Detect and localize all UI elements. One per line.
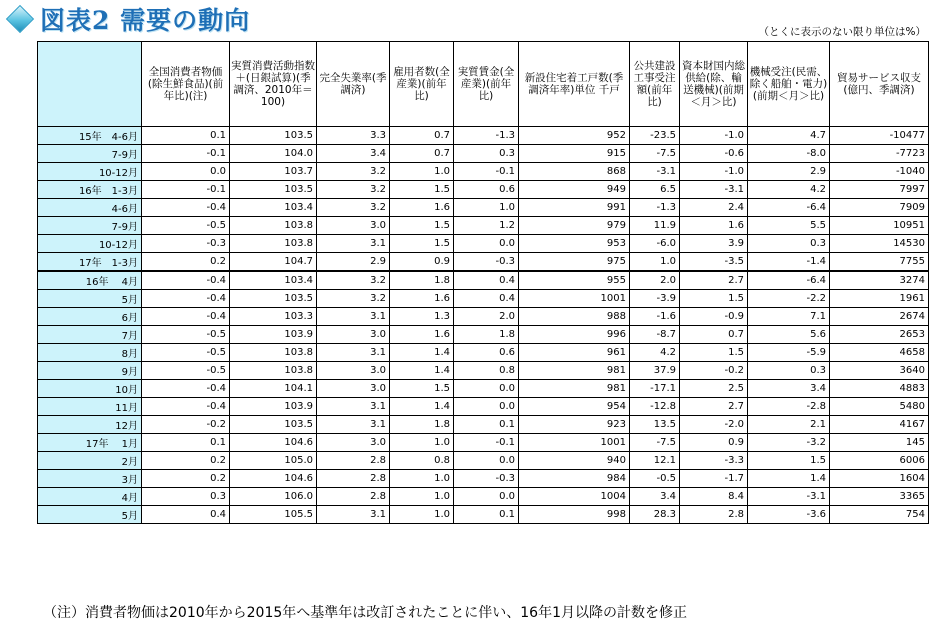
- title-area: [4, 2, 250, 36]
- table-cell: 105.0: [230, 452, 317, 470]
- table-cell: 103.9: [230, 326, 317, 344]
- table-cell: 104.0: [230, 145, 317, 163]
- table-cell: 145: [830, 434, 929, 452]
- table-cell: -6.4: [748, 271, 830, 290]
- table-cell: 975: [519, 253, 630, 272]
- table-cell: 1.0: [390, 506, 454, 524]
- table-cell: -0.1: [142, 145, 230, 163]
- table-cell: -7.5: [630, 434, 680, 452]
- table-cell: 2653: [830, 326, 929, 344]
- table-cell: 0.1: [454, 416, 519, 434]
- table-cell: 1.8: [454, 326, 519, 344]
- table-cell: 3.2: [317, 181, 390, 199]
- table-cell: 0.4: [454, 290, 519, 308]
- table-cell: 0.0: [454, 235, 519, 253]
- table-cell: 3.0: [317, 362, 390, 380]
- table-cell: 996: [519, 326, 630, 344]
- table-cell: 11.9: [630, 217, 680, 235]
- table-cell: -0.5: [142, 326, 230, 344]
- table-cell: 6006: [830, 452, 929, 470]
- table-cell: 0.0: [454, 398, 519, 416]
- period-label: 10-12月: [38, 235, 142, 253]
- table-cell: 103.5: [230, 127, 317, 145]
- table-cell: 2.5: [680, 380, 748, 398]
- table-cell: 1.8: [390, 416, 454, 434]
- table-cell: 3.3: [317, 127, 390, 145]
- table-cell: -3.5: [680, 253, 748, 272]
- quarterly-row: [38, 253, 929, 272]
- table-cell: 103.8: [230, 235, 317, 253]
- table-cell: 0.0: [454, 452, 519, 470]
- table-cell: 3.1: [317, 344, 390, 362]
- table-cell: 0.8: [454, 362, 519, 380]
- column-header: 機械受注(民需、除く船舶・電力)(前期＜月＞比): [748, 42, 830, 127]
- demand-table: [37, 41, 929, 524]
- table-cell: -0.3: [454, 470, 519, 488]
- table-cell: -0.4: [142, 308, 230, 326]
- table-cell: 991: [519, 199, 630, 217]
- monthly-row: [38, 398, 929, 416]
- quarterly-row: [38, 199, 929, 217]
- table-cell: 103.4: [230, 199, 317, 217]
- table-cell: -0.4: [142, 271, 230, 290]
- table-cell: 3.1: [317, 506, 390, 524]
- table-cell: 0.9: [390, 253, 454, 272]
- table-cell: 868: [519, 163, 630, 181]
- column-header: 雇用者数(全産業)(前年比): [390, 42, 454, 127]
- table-cell: 3640: [830, 362, 929, 380]
- table-cell: 0.6: [454, 344, 519, 362]
- table-cell: 1.6: [390, 290, 454, 308]
- table-cell: 103.3: [230, 308, 317, 326]
- table-cell: -0.4: [142, 199, 230, 217]
- table-cell: 3.9: [680, 235, 748, 253]
- table-cell: 0.9: [680, 434, 748, 452]
- table-cell: 2.9: [748, 163, 830, 181]
- column-header: 公共建設工事受注額(前年比): [630, 42, 680, 127]
- table-cell: 0.1: [454, 506, 519, 524]
- table-cell: 5.5: [748, 217, 830, 235]
- monthly-row: [38, 271, 929, 290]
- table-cell: -2.0: [680, 416, 748, 434]
- page-title: 図表2 需要の動向: [40, 6, 251, 35]
- table-cell: 3.2: [317, 271, 390, 290]
- table-cell: 106.0: [230, 488, 317, 506]
- quarterly-row: [38, 181, 929, 199]
- table-cell: 3.1: [317, 235, 390, 253]
- table-cell: 0.7: [390, 145, 454, 163]
- table-cell: 105.5: [230, 506, 317, 524]
- table-cell: 4658: [830, 344, 929, 362]
- table-cell: 1.0: [630, 253, 680, 272]
- table-cell: -8.7: [630, 326, 680, 344]
- table-cell: 3.1: [317, 416, 390, 434]
- table-cell: -0.3: [142, 235, 230, 253]
- table-cell: -3.1: [680, 181, 748, 199]
- table-cell: -0.2: [142, 416, 230, 434]
- table-cell: 3.4: [748, 380, 830, 398]
- header-corner: [38, 42, 142, 127]
- table-cell: -0.4: [142, 380, 230, 398]
- table-cell: -0.5: [630, 470, 680, 488]
- table-cell: -12.8: [630, 398, 680, 416]
- table-cell: 0.3: [748, 362, 830, 380]
- table-cell: 2.7: [680, 398, 748, 416]
- monthly-row: [38, 488, 929, 506]
- table-cell: 0.4: [142, 506, 230, 524]
- period-label: 16年 1-3月: [38, 181, 142, 199]
- table-cell: 3.0: [317, 380, 390, 398]
- table-cell: -1.3: [630, 199, 680, 217]
- table-cell: 3365: [830, 488, 929, 506]
- table-cell: -17.1: [630, 380, 680, 398]
- header-row: [38, 42, 929, 127]
- period-label: 5月: [38, 290, 142, 308]
- table-cell: 4.2: [748, 181, 830, 199]
- table-cell: 0.0: [142, 163, 230, 181]
- table-cell: 0.1: [142, 434, 230, 452]
- table-cell: 3274: [830, 271, 929, 290]
- table-cell: 104.7: [230, 253, 317, 272]
- table-cell: -0.9: [680, 308, 748, 326]
- period-label: 6月: [38, 308, 142, 326]
- table-cell: -2.2: [748, 290, 830, 308]
- table-cell: 10951: [830, 217, 929, 235]
- table-cell: 1.5: [680, 290, 748, 308]
- period-label: 10月: [38, 380, 142, 398]
- table-cell: -7.5: [630, 145, 680, 163]
- table-cell: 103.8: [230, 362, 317, 380]
- period-label: 8月: [38, 344, 142, 362]
- monthly-row: [38, 308, 929, 326]
- table-cell: 1001: [519, 290, 630, 308]
- table-cell: 1.0: [390, 434, 454, 452]
- table-cell: 28.3: [630, 506, 680, 524]
- period-label: 15年 4-6月: [38, 127, 142, 145]
- table-cell: 1.5: [680, 344, 748, 362]
- monthly-row: [38, 344, 929, 362]
- period-label: 11月: [38, 398, 142, 416]
- quarterly-row: [38, 163, 929, 181]
- period-label: 3月: [38, 470, 142, 488]
- table-cell: 103.5: [230, 416, 317, 434]
- table-cell: 37.9: [630, 362, 680, 380]
- table-cell: 1.0: [390, 163, 454, 181]
- period-label: 9月: [38, 362, 142, 380]
- table-cell: 6.5: [630, 181, 680, 199]
- monthly-row: [38, 362, 929, 380]
- monthly-row: [38, 452, 929, 470]
- table-cell: 3.4: [317, 145, 390, 163]
- table-cell: 4.7: [748, 127, 830, 145]
- table-cell: -1.6: [630, 308, 680, 326]
- table-cell: -0.6: [680, 145, 748, 163]
- table-cell: -1.0: [680, 127, 748, 145]
- table-cell: 1604: [830, 470, 929, 488]
- table-cell: 1.0: [390, 488, 454, 506]
- table-cell: -1.0: [680, 163, 748, 181]
- table-cell: -1.7: [680, 470, 748, 488]
- table-cell: 3.0: [317, 217, 390, 235]
- table-cell: 3.1: [317, 398, 390, 416]
- table-cell: 0.7: [680, 326, 748, 344]
- table-cell: 0.3: [142, 488, 230, 506]
- table-cell: 988: [519, 308, 630, 326]
- table-cell: 0.3: [454, 145, 519, 163]
- table-cell: 14530: [830, 235, 929, 253]
- table-cell: 7.1: [748, 308, 830, 326]
- table-cell: 3.0: [317, 326, 390, 344]
- table-cell: 13.5: [630, 416, 680, 434]
- table-cell: 2.0: [454, 308, 519, 326]
- unit-note: （とくに表示のない限り単位は%）: [758, 26, 926, 38]
- table-cell: 952: [519, 127, 630, 145]
- table-cell: 1.4: [390, 398, 454, 416]
- table-cell: 1961: [830, 290, 929, 308]
- table-cell: 1.5: [390, 217, 454, 235]
- table-cell: 4.2: [630, 344, 680, 362]
- diamond-bullet-icon: [6, 5, 34, 33]
- table-cell: 2.8: [317, 452, 390, 470]
- period-label: 12月: [38, 416, 142, 434]
- table-body: [38, 127, 929, 524]
- table-cell: 998: [519, 506, 630, 524]
- table-cell: -0.1: [142, 181, 230, 199]
- table-cell: -0.4: [142, 290, 230, 308]
- table-cell: 0.0: [454, 380, 519, 398]
- table-cell: -10477: [830, 127, 929, 145]
- period-label: 16年 4月: [38, 271, 142, 290]
- table-cell: 0.0: [454, 488, 519, 506]
- table-cell: 12.1: [630, 452, 680, 470]
- table-cell: -8.0: [748, 145, 830, 163]
- table-cell: 4883: [830, 380, 929, 398]
- table-cell: 1.5: [390, 181, 454, 199]
- column-header: 実質消費活動指数＋(日銀試算)(季調済、2010年＝100): [230, 42, 317, 127]
- period-label: 4-6月: [38, 199, 142, 217]
- table-cell: -1.3: [454, 127, 519, 145]
- table-cell: 2674: [830, 308, 929, 326]
- column-header: 資本財国内総供給(除、輸送機械)(前期＜月＞比): [680, 42, 748, 127]
- table-cell: 1004: [519, 488, 630, 506]
- table-cell: -0.5: [142, 217, 230, 235]
- table-cell: 1.5: [390, 235, 454, 253]
- table-cell: 104.6: [230, 434, 317, 452]
- table-cell: 103.5: [230, 290, 317, 308]
- table-cell: 0.2: [142, 253, 230, 272]
- table-cell: 3.2: [317, 163, 390, 181]
- table-cell: -0.5: [142, 344, 230, 362]
- table-cell: 953: [519, 235, 630, 253]
- table-cell: -0.4: [142, 398, 230, 416]
- period-label: 10-12月: [38, 163, 142, 181]
- table-cell: -0.3: [454, 253, 519, 272]
- table-cell: 1.5: [390, 380, 454, 398]
- table-cell: 103.8: [230, 344, 317, 362]
- table-cell: 1.4: [390, 344, 454, 362]
- period-label: 2月: [38, 452, 142, 470]
- table-cell: 0.3: [748, 235, 830, 253]
- period-label: 17年 1-3月: [38, 253, 142, 272]
- quarterly-row: [38, 127, 929, 145]
- table-cell: 1001: [519, 434, 630, 452]
- period-label: 17年 1月: [38, 434, 142, 452]
- table-cell: 1.0: [390, 470, 454, 488]
- table-cell: 0.6: [454, 181, 519, 199]
- table-cell: -2.8: [748, 398, 830, 416]
- table-cell: 2.9: [317, 253, 390, 272]
- table-cell: -5.9: [748, 344, 830, 362]
- table-cell: -6.0: [630, 235, 680, 253]
- table-cell: -1040: [830, 163, 929, 181]
- table-cell: 2.8: [317, 470, 390, 488]
- table-cell: 754: [830, 506, 929, 524]
- table-cell: 1.6: [390, 199, 454, 217]
- table-cell: 2.8: [680, 506, 748, 524]
- table-cell: -3.3: [680, 452, 748, 470]
- column-header: 完全失業率(季調済): [317, 42, 390, 127]
- table-cell: 3.2: [317, 199, 390, 217]
- table-cell: 981: [519, 380, 630, 398]
- table-cell: 979: [519, 217, 630, 235]
- table-cell: 2.8: [317, 488, 390, 506]
- period-label: 5月: [38, 506, 142, 524]
- quarterly-row: [38, 145, 929, 163]
- table-cell: 4167: [830, 416, 929, 434]
- quarterly-row: [38, 235, 929, 253]
- table-cell: 1.4: [748, 470, 830, 488]
- table-cell: 3.4: [630, 488, 680, 506]
- table-cell: -0.1: [454, 163, 519, 181]
- monthly-row: [38, 326, 929, 344]
- monthly-row: [38, 290, 929, 308]
- column-header: 実質賃金(全産業)(前年比): [454, 42, 519, 127]
- table-cell: 984: [519, 470, 630, 488]
- table-cell: 103.7: [230, 163, 317, 181]
- table-cell: 1.4: [390, 362, 454, 380]
- monthly-row: [38, 506, 929, 524]
- table-cell: 981: [519, 362, 630, 380]
- table-cell: 949: [519, 181, 630, 199]
- table-cell: 1.2: [454, 217, 519, 235]
- table-cell: 1.0: [454, 199, 519, 217]
- table-cell: 8.4: [680, 488, 748, 506]
- table-cell: 103.4: [230, 271, 317, 290]
- table-cell: -0.5: [142, 362, 230, 380]
- period-label: 7-9月: [38, 145, 142, 163]
- table-cell: 923: [519, 416, 630, 434]
- period-label: 4月: [38, 488, 142, 506]
- table-cell: 1.3: [390, 308, 454, 326]
- table-cell: -6.4: [748, 199, 830, 217]
- table-cell: -1.4: [748, 253, 830, 272]
- table-cell: 2.7: [680, 271, 748, 290]
- table-cell: 2.4: [680, 199, 748, 217]
- table-cell: 915: [519, 145, 630, 163]
- table-cell: -0.1: [454, 434, 519, 452]
- footnote: （注）消費者物価は2010年から2015年へ基準年は改訂されたことに伴い、16年1月以降の計数を修正: [43, 605, 687, 621]
- table-cell: -3.9: [630, 290, 680, 308]
- table-cell: 104.1: [230, 380, 317, 398]
- table-cell: 5.6: [748, 326, 830, 344]
- table-cell: -3.6: [748, 506, 830, 524]
- column-header: 新設住宅着工戸数(季調済年率)単位 千戸: [519, 42, 630, 127]
- table-cell: 955: [519, 271, 630, 290]
- table-cell: 7997: [830, 181, 929, 199]
- table-cell: 7755: [830, 253, 929, 272]
- table-cell: 103.5: [230, 181, 317, 199]
- table-cell: 0.1: [142, 127, 230, 145]
- table-cell: 1.8: [390, 271, 454, 290]
- table-cell: 103.9: [230, 398, 317, 416]
- table-cell: 2.0: [630, 271, 680, 290]
- table-cell: 0.2: [142, 470, 230, 488]
- table-cell: 3.0: [317, 434, 390, 452]
- table-cell: -3.1: [748, 488, 830, 506]
- table-cell: -23.5: [630, 127, 680, 145]
- table-cell: 3.2: [317, 290, 390, 308]
- table-cell: -0.2: [680, 362, 748, 380]
- table-cell: 1.5: [748, 452, 830, 470]
- table-cell: 940: [519, 452, 630, 470]
- table-cell: 2.1: [748, 416, 830, 434]
- table-cell: -3.2: [748, 434, 830, 452]
- monthly-row: [38, 434, 929, 452]
- period-label: 7-9月: [38, 217, 142, 235]
- table-cell: 0.8: [390, 452, 454, 470]
- table-cell: -7723: [830, 145, 929, 163]
- period-label: 7月: [38, 326, 142, 344]
- monthly-row: [38, 380, 929, 398]
- table-cell: 0.2: [142, 452, 230, 470]
- table-cell: 954: [519, 398, 630, 416]
- table-cell: 104.6: [230, 470, 317, 488]
- column-header: 全国消費者物価(除生鮮食品)(前年比)(注): [142, 42, 230, 127]
- table-cell: 103.8: [230, 217, 317, 235]
- monthly-row: [38, 416, 929, 434]
- table-cell: -3.1: [630, 163, 680, 181]
- monthly-row: [38, 470, 929, 488]
- table-cell: 3.1: [317, 308, 390, 326]
- column-header: 貿易サービス収支(億円、季調済): [830, 42, 929, 127]
- quarterly-row: [38, 217, 929, 235]
- table-cell: 961: [519, 344, 630, 362]
- table-cell: 5480: [830, 398, 929, 416]
- table-cell: 1.6: [680, 217, 748, 235]
- table-cell: 1.6: [390, 326, 454, 344]
- table-cell: 0.4: [454, 271, 519, 290]
- table-cell: 0.7: [390, 127, 454, 145]
- table-cell: 7909: [830, 199, 929, 217]
